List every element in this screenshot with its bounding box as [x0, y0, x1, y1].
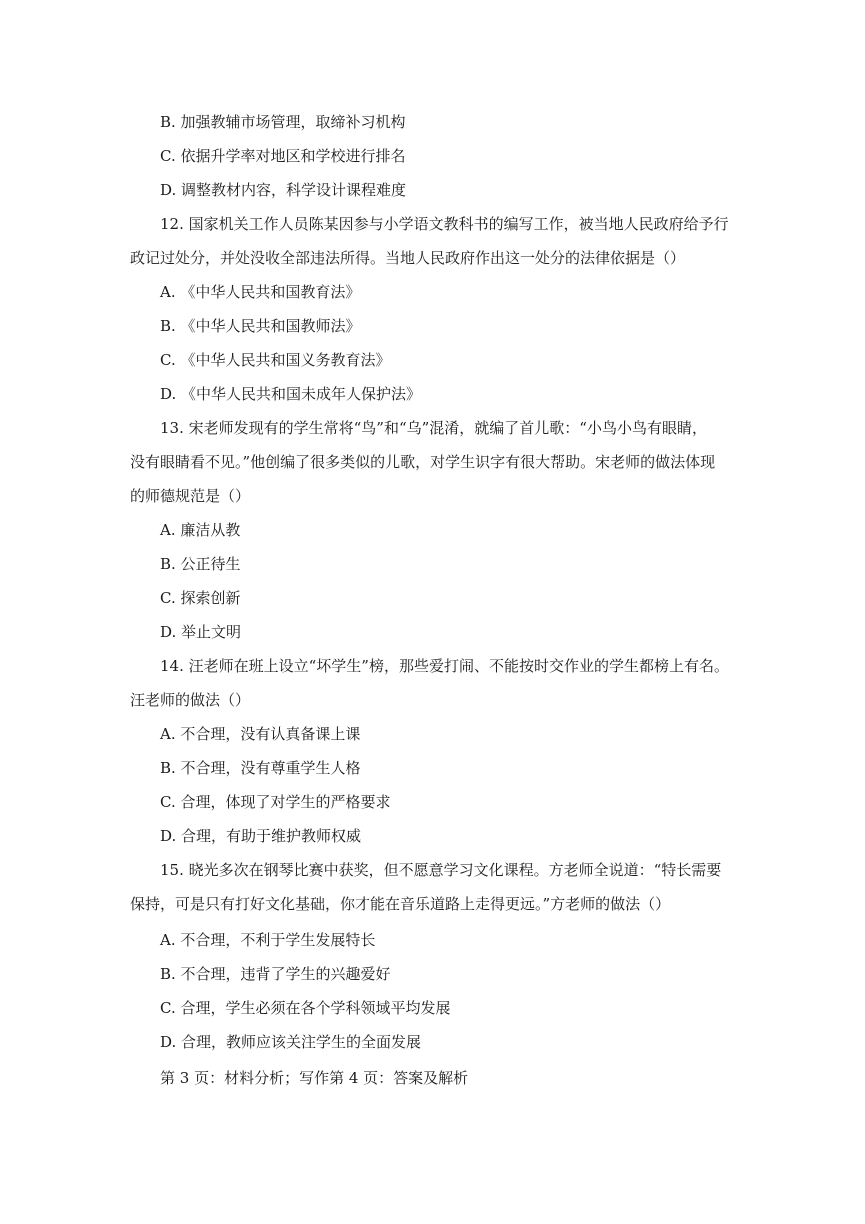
question-12-option-a: A. 《中华人民共和国教育法》	[160, 283, 361, 301]
question-12-option-d: D. 《中华人民共和国未成年人保护法》	[160, 385, 422, 403]
question-13-stem-line-2: 没有眼睛看不见。”他创编了很多类似的儿歌，对学生识字有很大帮助。宋老师的做法体现	[130, 453, 716, 471]
question-12-option-c: C. 《中华人民共和国义务教育法》	[160, 351, 391, 369]
question-13-stem-line-3: 的师德规范是（）	[130, 487, 251, 505]
question-14-option-a: A. 不合理，没有认真备课上课	[160, 725, 361, 743]
question-14-option-c: C. 合理，体现了对学生的严格要求	[160, 793, 391, 811]
question-14-stem-line-2: 汪老师的做法（）	[130, 691, 251, 709]
question-15-stem-line-1: 15. 晓光多次在钢琴比赛中获奖，但不愿意学习文化课程。方老师全说道：“特长需要	[160, 861, 722, 879]
question-15-option-d: D. 合理，教师应该关注学生的全面发展	[160, 1033, 422, 1051]
question-13-option-a: A. 廉洁从教	[160, 521, 241, 539]
question-12-option-b: B. 《中华人民共和国教师法》	[160, 317, 361, 335]
option-b-prev: B. 加强教辅市场管理，取缔补习机构	[160, 113, 406, 131]
question-15-option-c: C. 合理，学生必须在各个学科领域平均发展	[160, 999, 451, 1017]
question-15-stem-line-2: 保持，可是只有打好文化基础，你才能在音乐道路上走得更远。”方老师的做法（）	[130, 895, 671, 913]
question-15-option-b: B. 不合理，违背了学生的兴趣爱好	[160, 965, 391, 983]
footer-note: 第 3 页：材料分析；写作第 4 页：答案及解析	[160, 1069, 469, 1087]
question-12-stem-line-1: 12. 国家机关工作人员陈某因参与小学语文教科书的编写工作，被当地人民政府给予行	[160, 215, 729, 233]
question-13-option-b: B. 公正待生	[160, 555, 241, 573]
question-13-option-d: D. 举止文明	[160, 623, 242, 641]
question-14-option-d: D. 合理，有助于维护教师权威	[160, 827, 362, 845]
question-14-stem-line-1: 14. 汪老师在班上设立“坏学生”榜，那些爱打闹、不能按时交作业的学生都榜上有名。	[160, 657, 729, 675]
question-12-stem-line-2: 政记过处分，并处没收全部违法所得。当地人民政府作出这一处分的法律依据是（）	[130, 249, 686, 267]
question-13-stem-line-1: 13. 宋老师发现有的学生常将“鸟”和“乌”混淆，就编了首儿歌：“小鸟小鸟有眼睛，	[160, 419, 707, 437]
question-15-option-a: A. 不合理，不利于学生发展特长	[160, 931, 376, 949]
option-d-prev: D. 调整教材内容，科学设计课程难度	[160, 181, 407, 199]
question-14-option-b: B. 不合理，没有尊重学生人格	[160, 759, 361, 777]
question-13-option-c: C. 探索创新	[160, 589, 241, 607]
option-c-prev: C. 依据升学率对地区和学校进行排名	[160, 147, 406, 165]
